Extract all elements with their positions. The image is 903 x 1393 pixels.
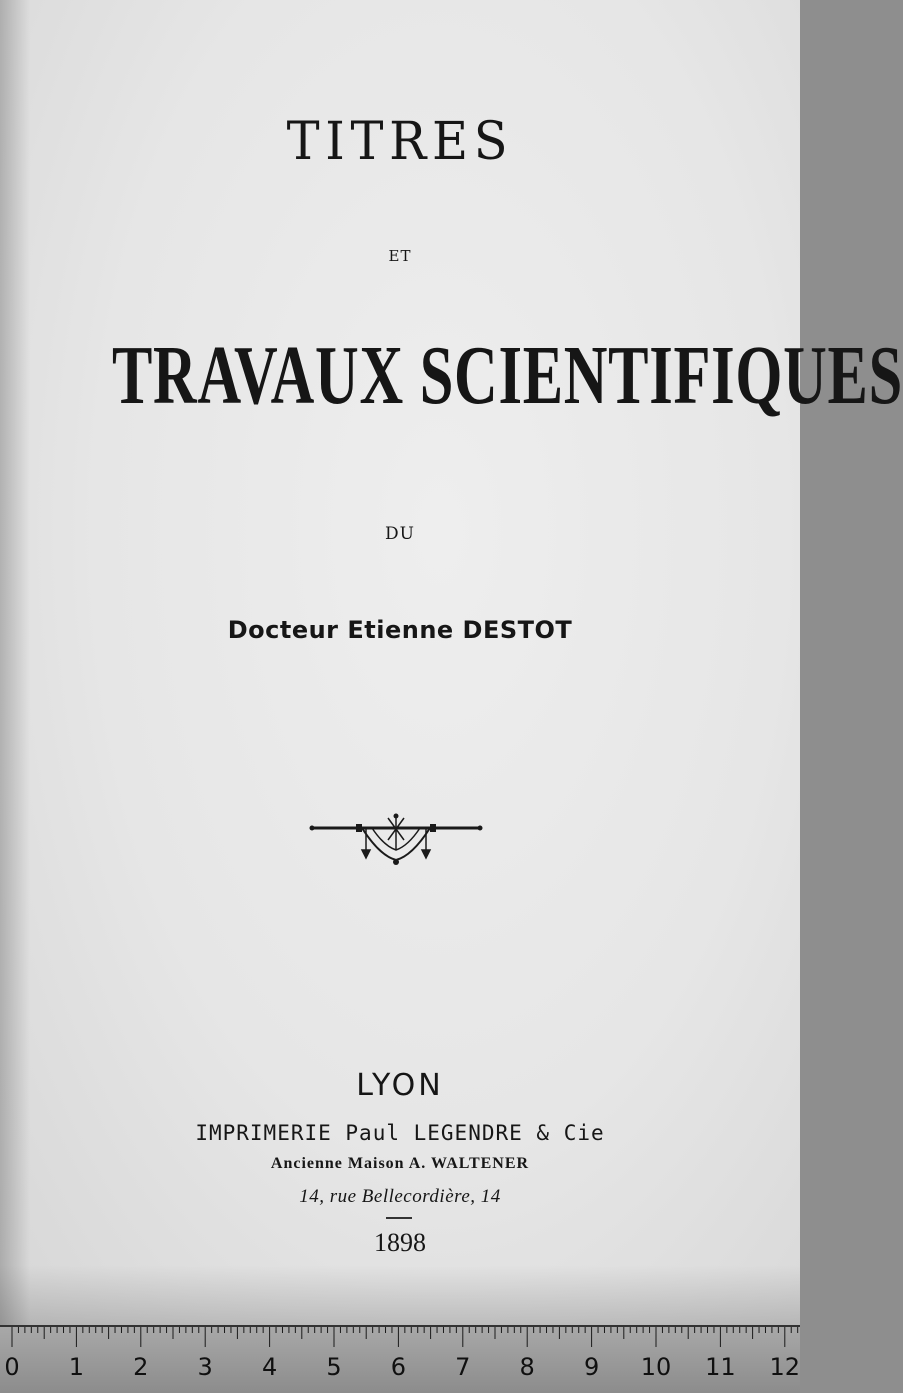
ornament-vignette [310,810,482,870]
ruler-label: 5 [326,1353,342,1381]
title-line-2: TRAVAUX SCIENTIFIQUES [112,329,903,422]
ruler-label: 12 [769,1353,801,1381]
ruler-label: 11 [705,1353,736,1381]
ruler-label: 4 [261,1353,278,1381]
ruler-label: 9 [583,1353,600,1381]
imprint-year: 1898 [374,1228,426,1257]
ruler-label: 7 [455,1353,471,1381]
ruler-label: 2 [133,1353,149,1381]
ruler-label: 8 [519,1353,535,1381]
preposition-text: DU [385,524,415,544]
divider-rule [386,1217,412,1219]
imprint-printer: IMPRIMERIE Paul LEGENDRE & Cie [195,1121,605,1145]
imprint-city: LYON [356,1068,444,1103]
conjunction-text: ET [388,247,412,265]
author-name: Docteur Etienne DESTOT [227,616,573,644]
ruler-label: 10 [640,1353,672,1381]
title-line-1: TITRES [286,112,514,172]
imprint-former-house: Ancienne Maison A. WALTENER [270,1155,530,1172]
ruler-label: 0 [4,1353,20,1381]
imprint-address: 14, rue Bellecordière, 14 [299,1186,501,1207]
ruler-label: 6 [390,1353,407,1381]
measurement-ruler [0,1325,800,1393]
ruler-label: 1 [68,1353,85,1381]
ruler-label: 3 [197,1353,213,1381]
